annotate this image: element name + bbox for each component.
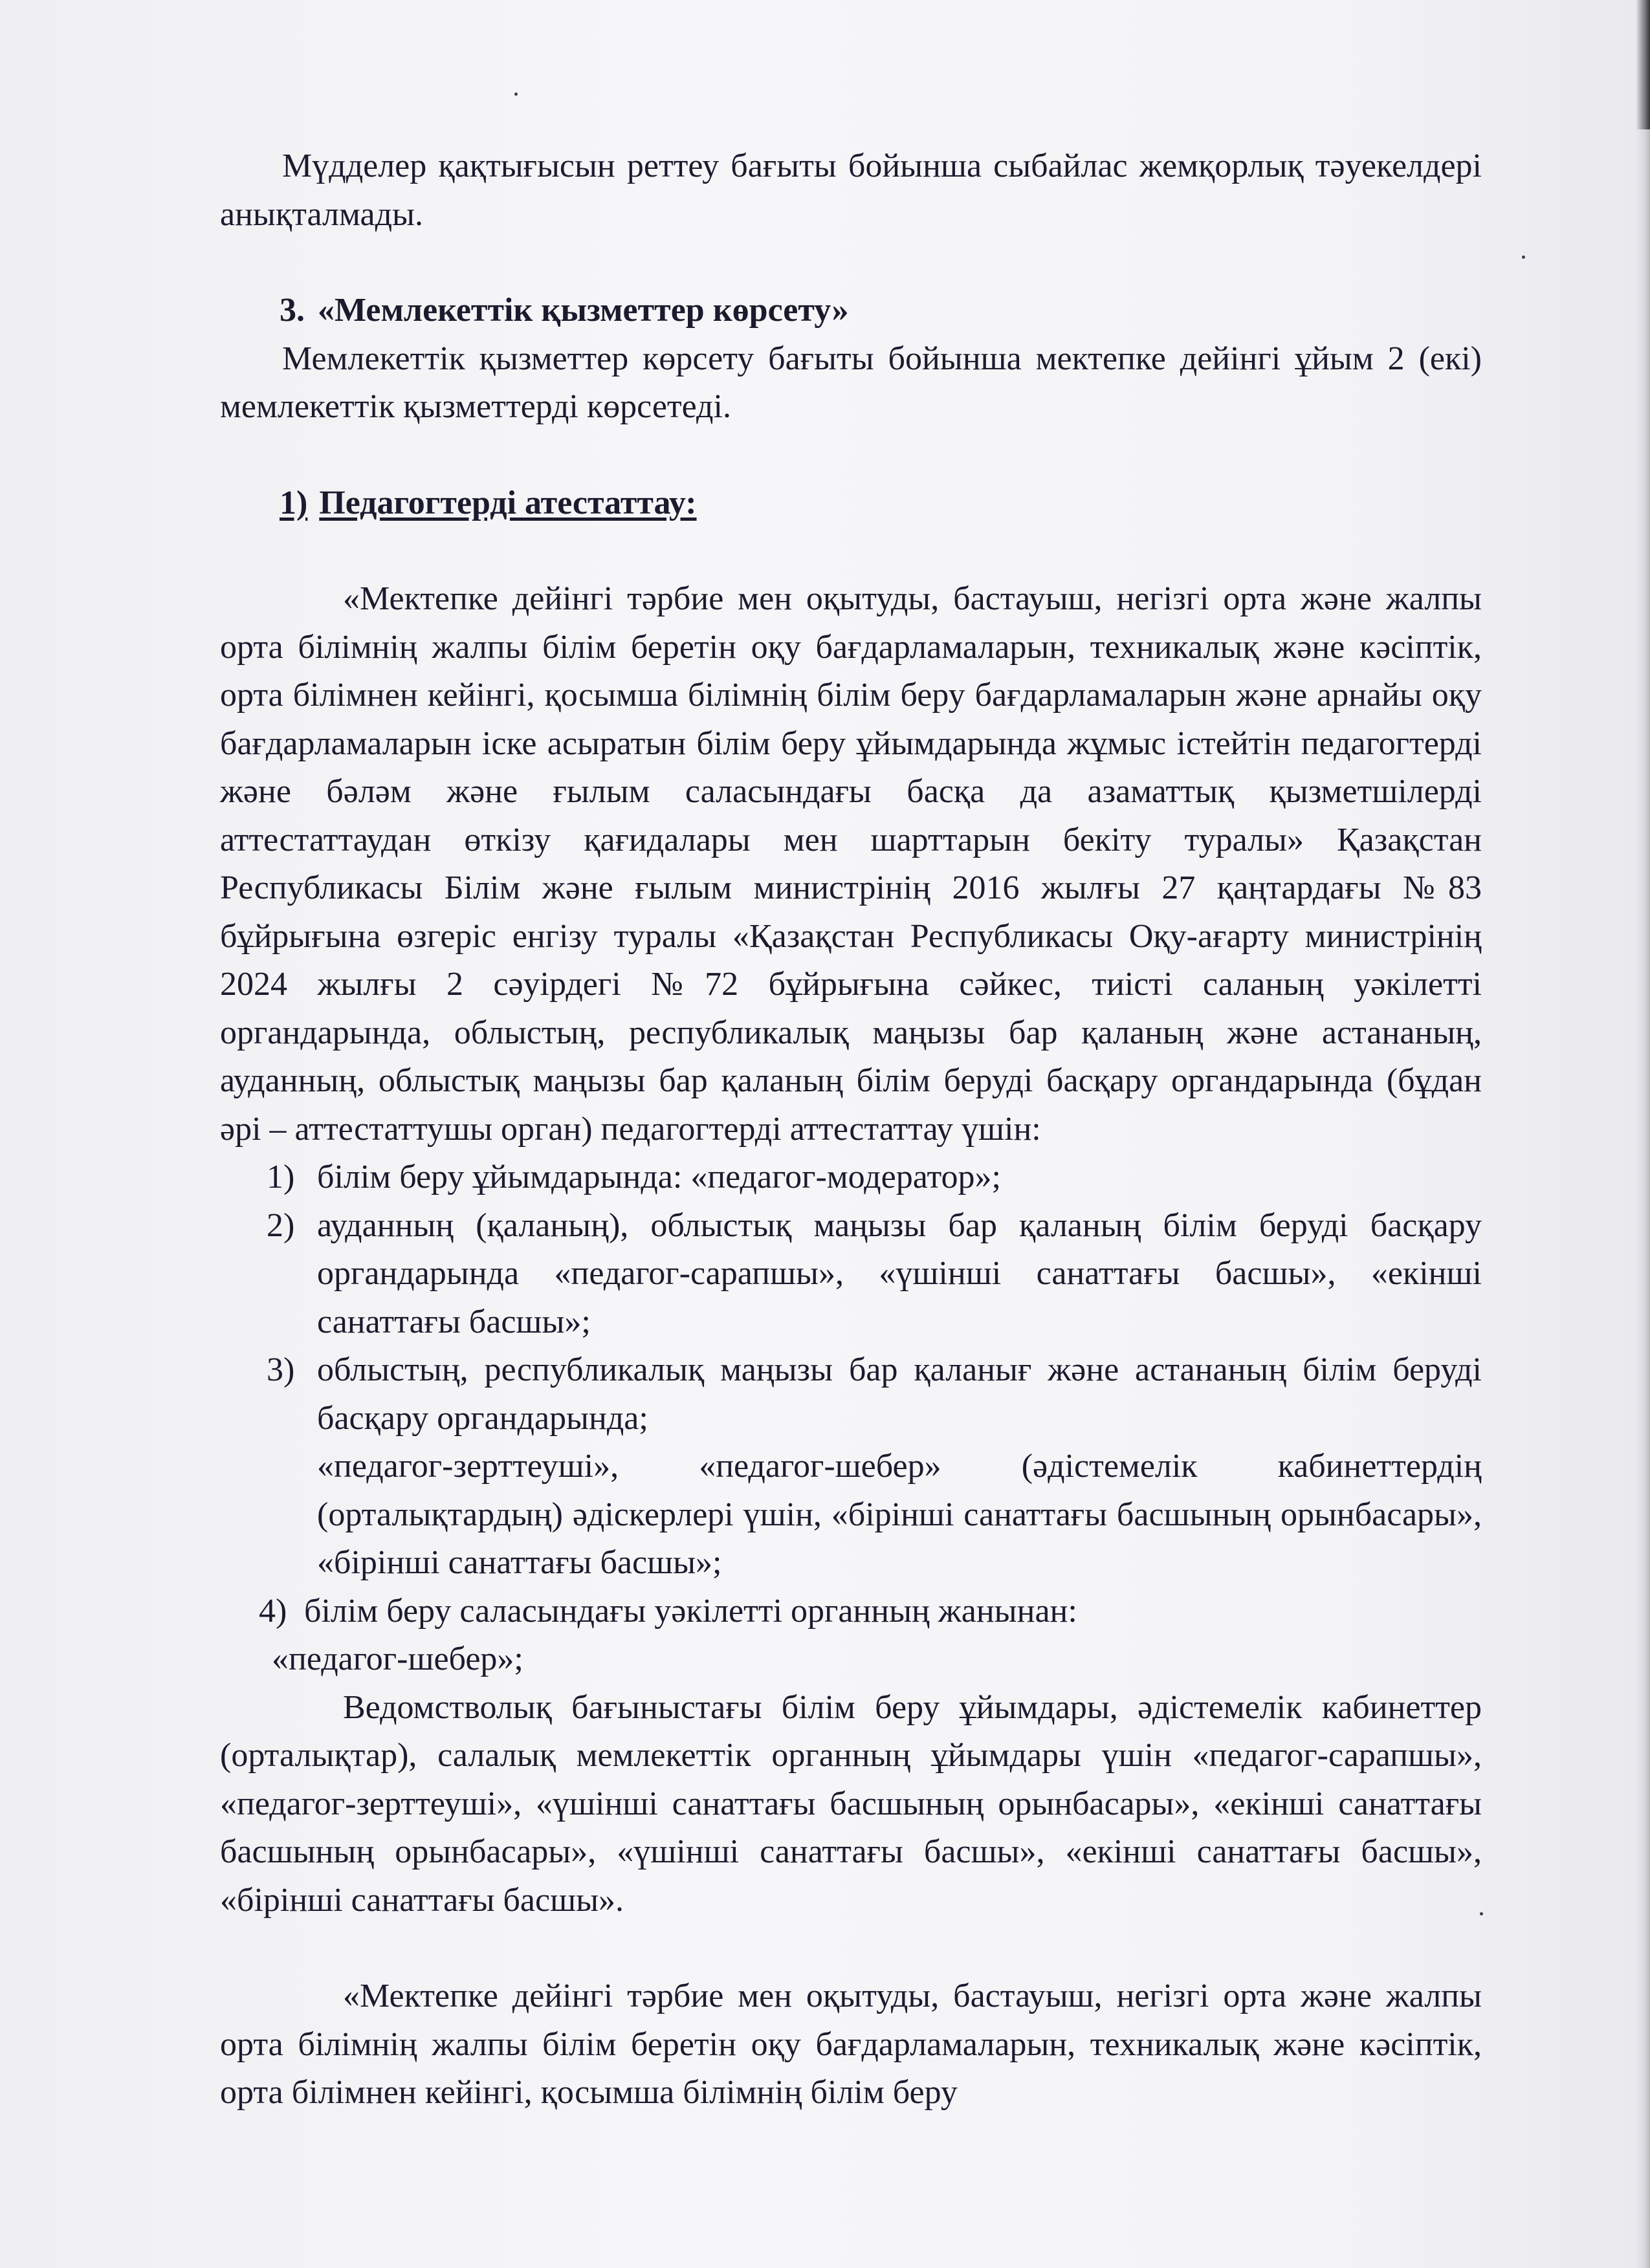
- list-number: 4): [259, 1592, 287, 1630]
- list-item: [220, 1587, 1482, 1636]
- list-item-value: «педагог-шебер»;: [272, 1641, 523, 1677]
- spacer: [220, 527, 1482, 575]
- section-heading: [220, 287, 1482, 335]
- list-number: 2): [267, 1206, 295, 1244]
- list-item: [220, 1153, 1482, 1202]
- section-number: 3.: [280, 292, 305, 329]
- spacer: [220, 239, 1482, 287]
- scan-corner-mark: [1636, 0, 1650, 129]
- spacer: [220, 431, 1482, 479]
- list-number: 3): [267, 1351, 295, 1388]
- paragraph-services: Мемлекеттік қызметтер көрсету бағыты бойынша мектепке дейінгі ұйым 2 (екі) мемлекеттік қызметтерді көрсетеді.: [220, 340, 1482, 425]
- subsection-heading: [220, 479, 1482, 528]
- list-number: 1): [267, 1159, 295, 1195]
- paragraph-main: «Мектепке дейінгі тәрбие мен оқытуды, бастауыш, негізгі орта және жалпы орта білімнің жалпы білім беретін оқу бағдарламаларын, техникалық және кәсіптік, орта білімнен кейінгі, қосымша білімнің білім беру бағдарламаларын және арнайы оқу бағдарламаларын іске асыратын білім беру ұйымдарында жұмыс істейтін педагогтерді және бәлəм және ғылым саласындағы басқа да азаматтық қызметшілерді аттестаттаудан өткізу қағидалары мен шарттарын бекіту туралы» Қазақстан Республикасы Білім және ғылым министрінің 2016 жылғы 27 қаңтардағы №83 бұйрығына өзгеріс енгізу туралы «Қазақстан Республикасы Оқу-ағарту министрінің 2024 жылғы 2 сәуірдегі №72 бұйрығына сәйкес, тиісті саланың уәкілетті органдарында, облыстың, республикалық маңызы бар қаланың және астананың, ауданның, облыстық маңызы бар қаланың білім беруді басқару органдарында (бұдан әрі – аттестаттушы орган) педагогтерді аттестаттау үшін:: [220, 580, 1482, 1148]
- document-body: [220, 142, 1482, 2117]
- scan-shadow-edge: [1636, 0, 1650, 2268]
- list-item-continuation: «педагог-зерттеуші», «педагог-шебер» (әдістемелік кабинеттердің (орталықтардың) әдіскерлері үшін, «бірінші санаттағы басшының орынбасары», «бірінші санаттағы басшы»;: [317, 1448, 1482, 1581]
- list-text: облыстың, республикалық маңызы бар қаланығ және астананың білім беруді басқару органдарында;: [317, 1351, 1482, 1437]
- subsection-title: Педагогтерді атестаттау:: [319, 484, 697, 521]
- list-text: ауданның (қаланың), облыстық маңызы бар қаланың білім беруді басқару органдарында «педагог-сарапшы», «үшінші санаттағы басшы», «екінші санаттағы басшы»;: [317, 1206, 1482, 1340]
- paragraph-repeat: «Мектепке дейінгі тәрбие мен оқытуды, бастауыш, негізгі орта және жалпы орта білімнің жалпы білім беретін оқу бағдарламаларын, техникалық және кәсіптік, орта білімнен кейінгі, қосымша білімнің білім беру: [220, 1978, 1482, 2111]
- list-text: білім беру саласындағы уәкілетті органның жанынан:: [304, 1592, 1077, 1630]
- list-item: [220, 1202, 1482, 1347]
- subsection-number: 1): [280, 484, 308, 521]
- list-item: [220, 1346, 1482, 1443]
- spacer: [220, 1925, 1482, 1972]
- list-text: білім беру ұйымдарында: «педагог-модератор»;: [317, 1159, 1001, 1195]
- paragraph-departmental: Ведомстволық бағыныстағы білім беру ұйымдары, әдістемелік кабинеттер (орталықтар), салалық мемлекеттік органның ұйымдары үшін «педагог-сарапшы», «педагог-зерттеуші», «үшінші санаттағы басшының орынбасары», «екінші санаттағы басшының орынбасары», «үшінші санаттағы басшы», «екінші санаттағы басшы», «бірінші санаттағы басшы».: [220, 1688, 1482, 1919]
- speck-mark: [1522, 256, 1525, 259]
- speck-mark: [514, 93, 518, 96]
- paragraph-intro: Мүдделер қақтығысын реттеу бағыты бойынша сыбайлас жемқорлық тәуекелдері анықталмады.: [220, 147, 1482, 233]
- section-title: «Мемлекеттік қызметтер көрсету»: [318, 292, 849, 329]
